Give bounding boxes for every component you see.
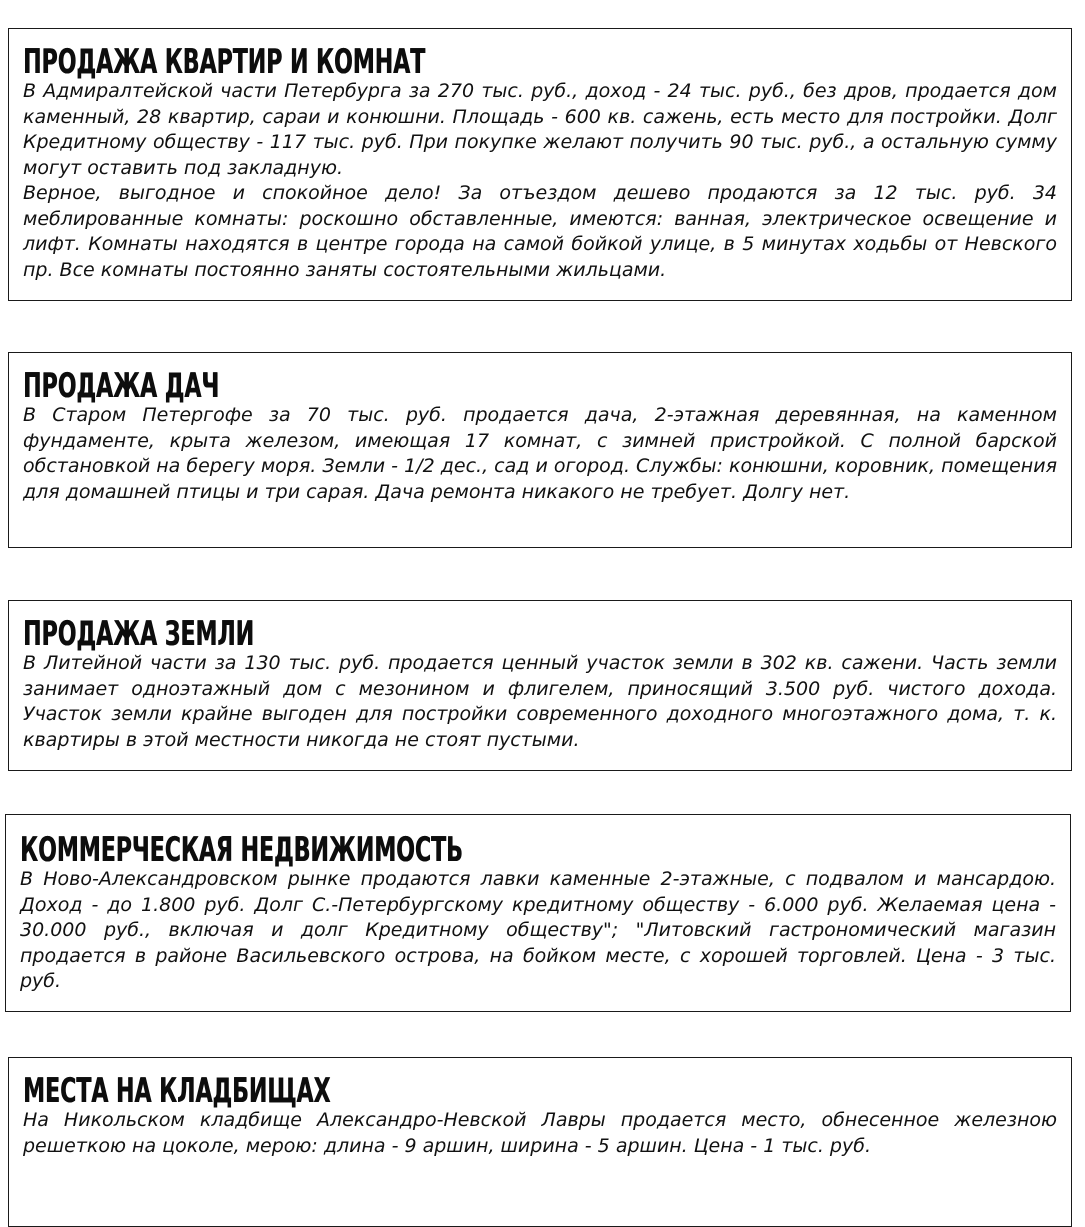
ad-text: В Литейной части за 130 тыс. руб. продается ценный участок земли в 302 кв. сажени. Часть земли занимает одноэтажный дом с мезонином и флигелем, приносящий 3.500 руб. чистого дохода. Участок земли крайне выгоден для постройки современного доходного многоэтажного дома, т. к. квартиры в этой местности никогда не стоят пустыми.	[23, 652, 1057, 751]
section-title: ПРОДАЖА КВАРТИР И КОМНАТ	[23, 42, 426, 82]
ad-text: В Старом Петергофе за 70 тыс. руб. продается дача, 2-этажная деревянная, на каменном фундаменте, крыта железом, имеющая 17 комнат, с зимней пристройкой. С полной барской обстановкой на берегу моря. Земли - 1/2 дес., сад и огород. Службы: конюшни, коровник, помещения для домашней птицы и три сарая. Дача ремонта никакого не требует. Долгу нет.	[23, 404, 1057, 503]
section-title: МЕСТА НА КЛАДБИЩАХ	[23, 1071, 331, 1111]
section-title: ПРОДАЖА ЗЕМЛИ	[23, 614, 254, 654]
ad-section-land	[8, 600, 1072, 771]
ad-section-dachas	[8, 352, 1072, 548]
ad-section-apartments	[8, 28, 1072, 301]
ad-section-cemetery	[8, 1057, 1072, 1227]
ad-text: Верное, выгодное и спокойное дело! За отъездом дешево продаются за 12 тыс. руб. 34 меблированные комнаты: роскошно обставленные, имеются: ванная, электрическое освещение и лифт. Комнаты находятся в центре города на самой бойкой улице, в 5 минутах ходьбы от Невского пр. Все комнаты постоянно заняты состоятельными жильцами.	[23, 182, 1057, 281]
ad-section-commercial	[5, 814, 1071, 1012]
ad-text: На Никольском кладбище Александро-Невской Лавры продается место, обнесенное железною решеткою на цоколе, мерою: длина - 9 аршин, ширина - 5 аршин. Цена - 1 тыс. руб.	[23, 1109, 1057, 1157]
section-title: ПРОДАЖА ДАЧ	[23, 366, 220, 406]
section-title: КОММЕРЧЕСКАЯ НЕДВИЖИМОСТЬ	[20, 830, 463, 870]
ad-text: В Ново-Александровском рынке продаются лавки каменные 2-этажные, с подвалом и мансардою. Доход - до 1.800 руб. Долг С.-Петербургскому кредитному обществу - 6.000 руб. Желаемая цена - 30.000 руб., включая и долг Кредитному обществу"; "Литовский гастрономический магазин продается в районе Васильевского острова, на бойком месте, с хорошей торговлей. Цена - 3 тыс. руб.	[20, 868, 1056, 992]
ad-text: В Адмиралтейской части Петербурга за 270 тыс. руб., доход - 24 тыс. руб., без дров, продается дом каменный, 28 квартир, сараи и конюшни. Площадь - 600 кв. сажень, есть место для постройки. Долг Кредитному обществу - 117 тыс. руб. При покупке желают получить 90 тыс. руб., а остальную сумму могут оставить под закладную.	[23, 80, 1057, 179]
